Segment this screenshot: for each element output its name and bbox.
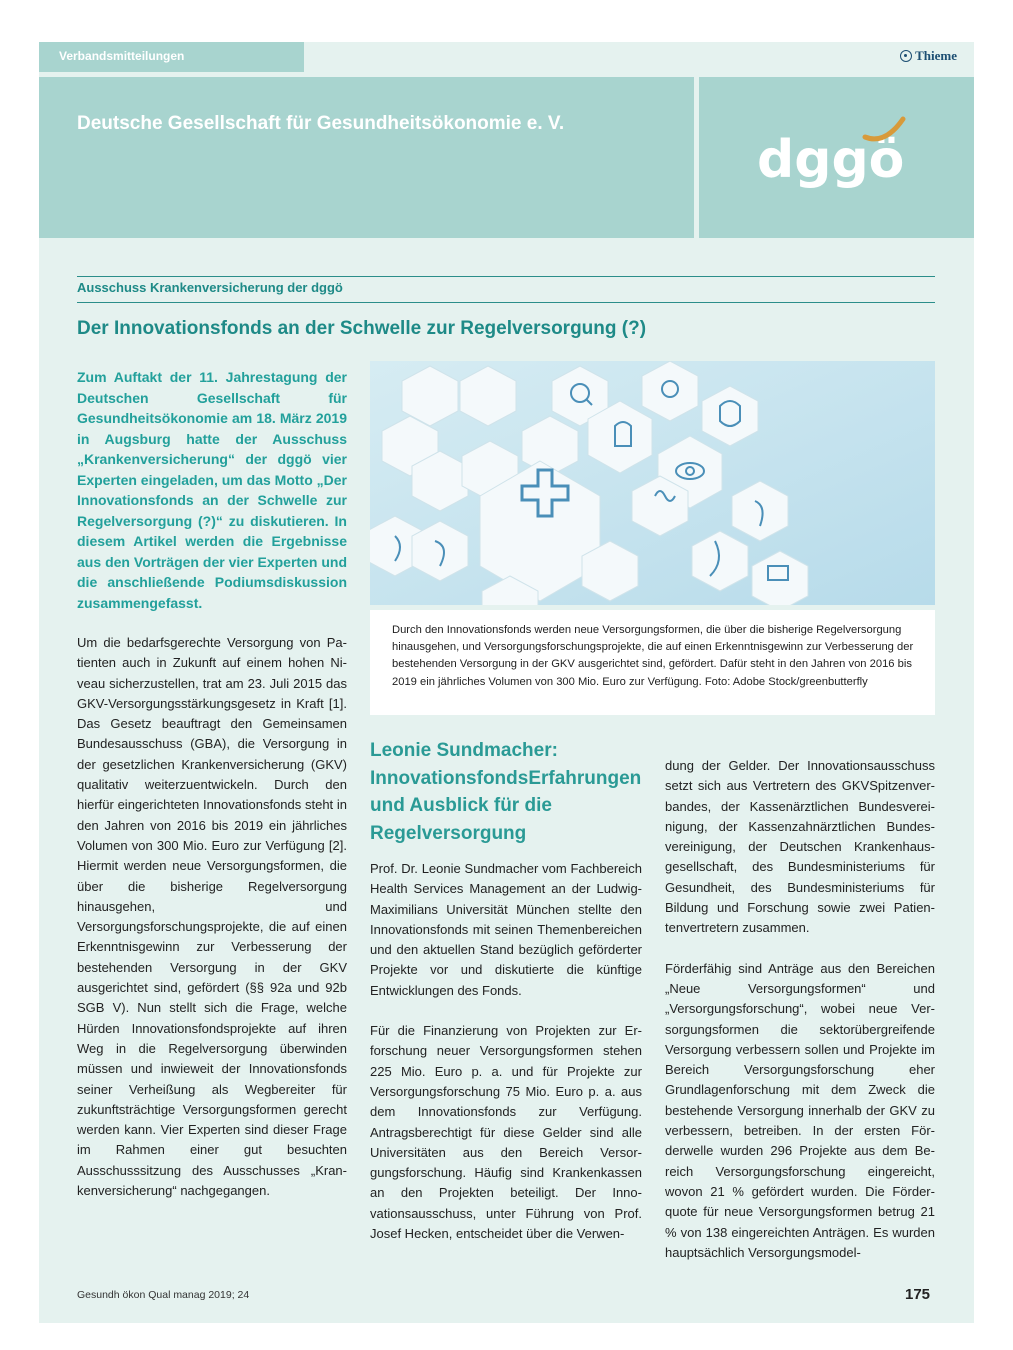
body-paragraph: Förderfähig sind Anträge aus den Bereichen „Neue Versorgungsformen“ und „Versorgungsforschung“, wobei neue Versorgungsformen die sektorübergreifende Versorgung verbessern sollen und Projekte im Bereich Versorgungsforschung eher Grundlagenforschung mit dem Zweck die bestehende Versorgung innerhalb der GKV zu verbessern, betreiben. In der ersten Förderwelle wurden 296 Projekte aus dem Bereich Versorgungsforschung eingereicht, wovon 21 % gefördert wurden. Die Förderquote für neue Versorgungsformen betrug 21 % von 138 eingereichten Anträgen. Es wurden hauptsächlich Versorgungsmodel- [665,960,935,1260]
thieme-logo-icon [900,50,912,62]
article-title: Der Innovationsfonds an der Schwelle zur Regelversorgung (?) [77,318,647,339]
society-name: Deutsche Gesellschaft für Gesundheitsökonomie e. V. [77,113,565,134]
committee-heading: Ausschuss Krankenversicherung der dggö [77,280,343,295]
publisher-name: Thieme [915,48,957,63]
body-paragraph: Prof. Dr. Leonie Sundmacher vom Fachbereich Health Services Management an der Ludwig-Maximilians Universität München stellte den Innovationsfonds mit seinen Themenbereichen und den aktuellen Stand bezüglich geförderter Projekte vor und diskutierte die künftige Entwicklungen des Fonds. [370,861,642,998]
column-middle [370,737,642,1244]
body-paragraph: Für die Finanzierung von Projekten zur Erforschung neuer Versorgungsformen stehen 225 Mio. Euro p. a. und für Projekte zur Versorgungsforschung 75 Mio. Euro p. a. aus dem Innovationsfonds zur Verfügung. Antragsberechtigt für diese Gelder sind alle Universitäten aus den Bereich Versorgungsforschung. Häufig sind Krankenkassen an den Projekten beteiligt. Der Innovationsausschuss, unter Führung von Prof. Josef Hecken, entscheidet über die Verwen- [370,1023,642,1242]
column-right [665,756,935,1263]
intro-paragraph: Um die bedarfsgerechte Versorgung von Patienten auch in Zukunft auf einem hohen Niveau sicherzustellen, trat am 23. Juli 2015 das GKV-Versorgungsstärkungsgesetz in Kraft [1]. Das Gesetz beauftragt den Gemeinsamen Bundesausschuss (GBA), die Versorgung in der gesetzlichen Krankenversicherung (GKV) qualitativ weiterzuentwickeln. Durch den hierfür eingerichteten Innovationsfonds steht in den Jahren von 2016 bis 2019 ein jährliches Volumen von 300 Mio. Euro zur Verfügung [2]. Hiermit werden neue Versorgungsformen, die über die bisherige Regelversorgung hinausgehen, und Versorgungsforschungsprojekte, die auf einen Erkenntnisgewinn zur Verbesserung der bestehenden Versorgung in der GKV ausgerichtet sind, gefördert (§§ 92a und 92b SGB V). Nun stellt sich die Frage, welche Hürden Innovationsfondsprojekte auf ihren Weg in die Regelversorgung überwinden müssen und inwieweit der Innovationsfonds seiner Verheißung als Wegbereiter für zukunftsträchtige Versorgungsformen gerecht werden kann. Vier Experten sind dieser Frage im Rahmen einer gut besuchten Ausschusssitzung des Ausschusses „Krankenversicherung“ nachgegangen. [77,635,347,1199]
dggo-logo [757,115,917,195]
publisher-logo [900,48,957,64]
section-subheading: Leonie Sundmacher: InnovationsfondsErfahrungen und Ausblick für die Regelversorgung [370,740,642,844]
journal-citation: Gesundh ökon Qual manag 2019; 24 [77,1289,250,1301]
section-label: Verbandsmitteilungen [59,49,185,63]
lead-paragraph: Zum Auftakt der 11. Jahrestagung der Deutschen Gesellschaft für Gesundheitsökonomie am 18. März 2019 in Augsburg hatte der Ausschuss „Krankenversicherung“ der dggö vier Experten eingeladen, um das Motto „Der Innovationsfonds an der Schwelle zur Regelversorgung (?)“ zu diskutieren. In diesem Artikel werden die Ergebnisse aus den Vorträgen der vier Experten und die anschließende Podiumsdiskussion zusammengefasst. [77,369,347,611]
svg-text:dggö: dggö [757,130,905,190]
section-label-bar [39,42,304,72]
column-left [77,367,347,1201]
page-number: 175 [905,1286,931,1303]
body-paragraph: dung der Gelder. Der Innovationsausschuss setzt sich aus Vertretern des GKVSpitzenverbandes, der Kassenärztlichen Bundesvereinigung, der Kassenzahnärztlichen Bundesvereinigung, der Deutschen Krankenhausgesellschaft, des Bundesministeriums für Gesundheit, des Bundesministeriums für Bildung und Forschung sowie zwei Patientenvertretern zusammen. [665,758,935,936]
figure-caption: Durch den Innovationsfonds werden neue Versorgungsformen, die über die bisherige Regelversorgung hinausgehen, und Versorgungsforschungsprojekte, die auf einen Erkenntnisgewinn zur Verbesserung der bestehenden Versorgung in der GKV ausgerichtet sind, gefördert. Dafür steht in den Jahren von 2016 bis 2019 ein jährliches Volumen von 300 Mio. Euro zur Verfügung. Foto: Adobe Stock/greenbutterfly [392,624,914,688]
medical-icons-image [370,361,935,605]
divider [77,276,935,277]
divider [77,302,935,303]
society-banner [39,77,694,238]
